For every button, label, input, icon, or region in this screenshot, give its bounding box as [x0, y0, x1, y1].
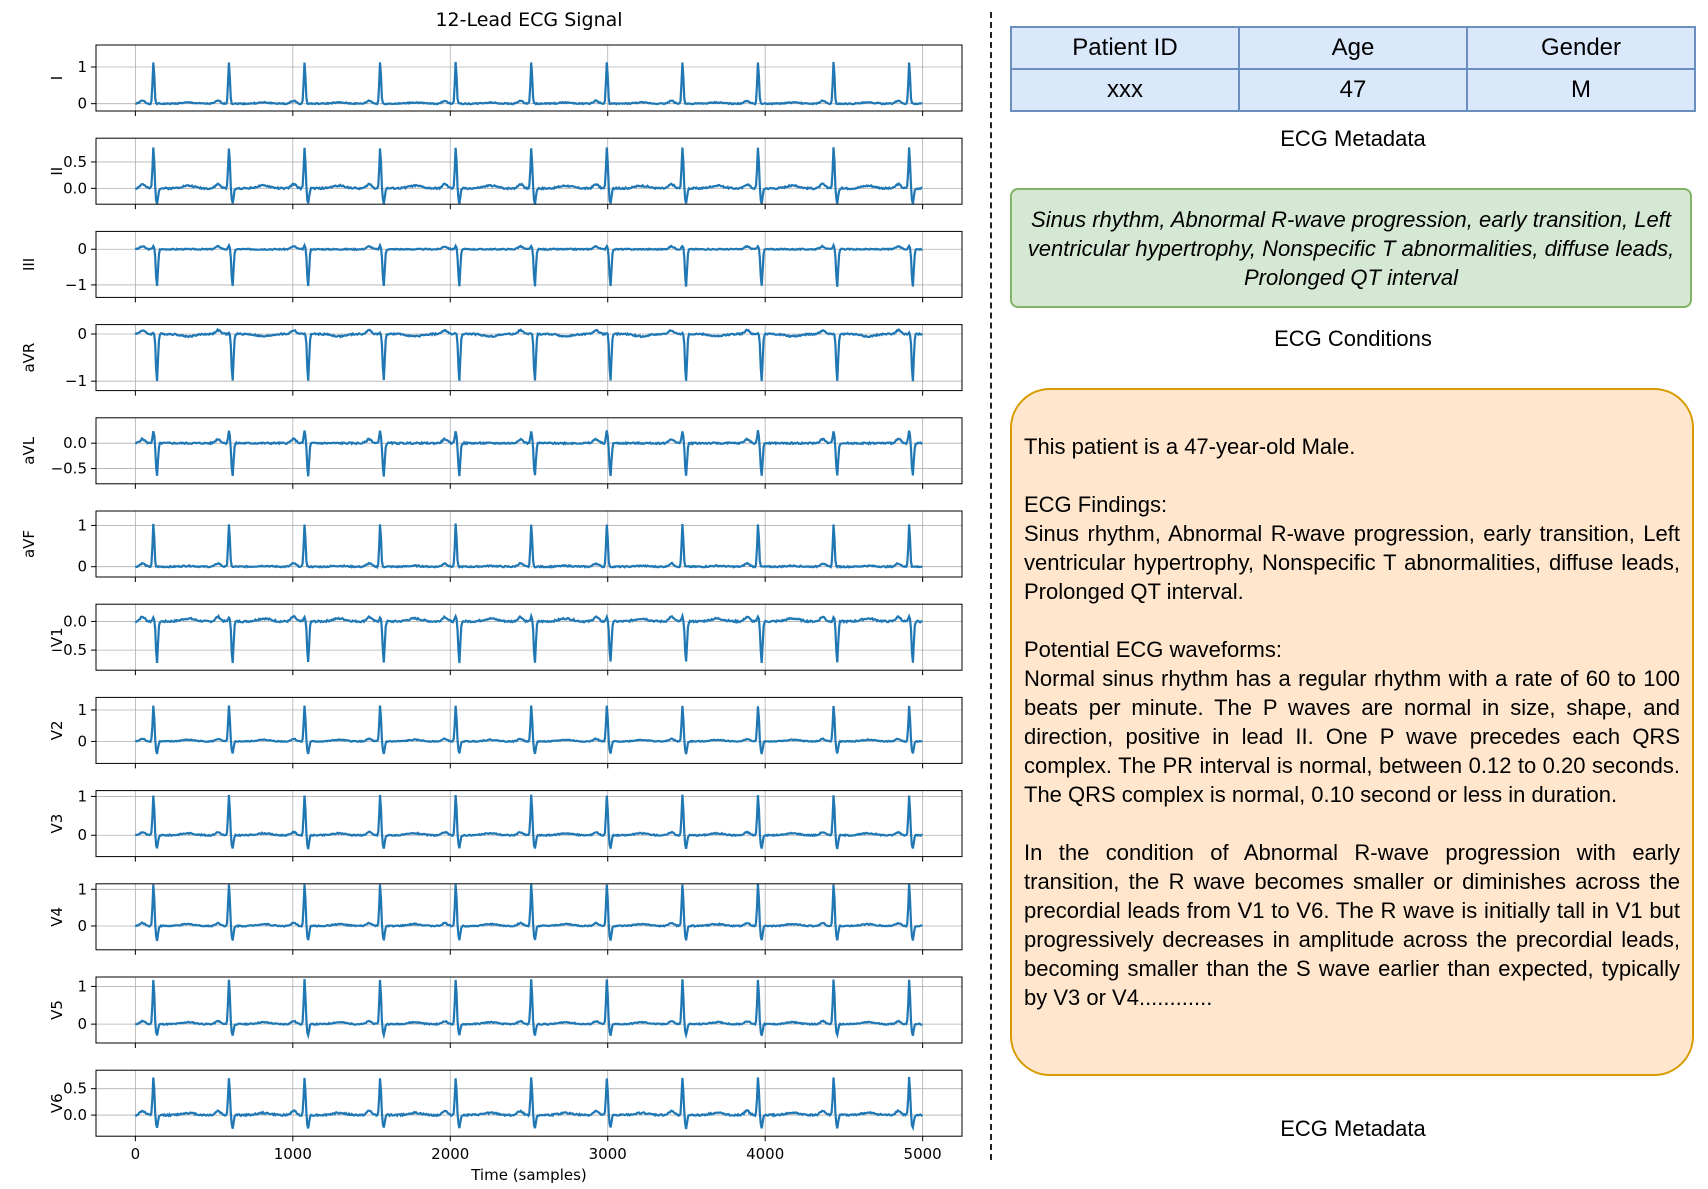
y-tick-label: 0	[77, 94, 87, 113]
ecg-trace-v2	[135, 706, 922, 755]
ecg-trace-v3	[135, 795, 922, 849]
lead-label-iii: III	[20, 257, 38, 272]
value-gender: M	[1467, 69, 1695, 111]
x-tick-label: 4000	[746, 1145, 785, 1164]
ecg-trace-avf	[135, 524, 922, 568]
chart-title: 12-Lead ECG Signal	[435, 9, 623, 31]
report-caption: ECG Metadata	[1280, 1116, 1426, 1141]
conditions-caption: ECG Conditions	[1274, 326, 1432, 351]
waveforms-text: Normal sinus rhythm has a regular rhythm with a rate of 60 to 100 beats per minute. The P waves are normal in size, shape, and direction, positive in lead II. One P wave precedes each QRS complex. The PR interval is normal, between 0.12 to 0.20 seconds. The QRS complex is normal, 0.10 second or less in duration.	[1024, 666, 1680, 807]
header-patient-id: Patient ID	[1011, 27, 1239, 69]
x-tick-label: 2000	[431, 1145, 470, 1164]
value-age: 47	[1239, 69, 1467, 111]
ecg-trace-avl	[135, 430, 922, 476]
y-tick-label: 0.0	[63, 612, 87, 631]
conditions-text: Sinus rhythm, Abnormal R-wave progression, early transition, Left ventricular hypertrophy, Nonspecific T abnormalities, diffuse leads, Prolonged QT interval	[1027, 206, 1675, 290]
y-tick-label: 0.0	[63, 1106, 87, 1125]
y-tick-label: −1	[64, 275, 87, 294]
findings-heading: ECG Findings:	[1024, 492, 1168, 517]
lead-label-v5: V5	[48, 1000, 66, 1020]
x-tick-label: 1000	[273, 1145, 312, 1164]
dashed-divider	[990, 12, 992, 1160]
y-tick-label: 0	[77, 732, 87, 751]
y-tick-label: 0	[77, 826, 87, 845]
y-tick-label: 1	[77, 977, 87, 996]
y-tick-label: 0.5	[63, 152, 87, 171]
lead-label-v2: V2	[48, 720, 66, 741]
y-tick-label: 1	[77, 516, 87, 535]
header-age: Age	[1239, 27, 1467, 69]
metadata-table	[1010, 26, 1696, 112]
y-tick-label: 1	[77, 880, 87, 899]
lead-label-i: I	[48, 75, 66, 81]
report-intro: This patient is a 47-year-old Male.	[1024, 434, 1356, 459]
lead-label-avr: aVR	[20, 342, 38, 373]
y-tick-label: 1	[77, 58, 87, 76]
ecg-trace-ii	[135, 147, 922, 204]
y-tick-label: 0.5	[63, 1079, 87, 1098]
ecg-trace-v5	[135, 979, 922, 1036]
y-tick-label: 0.0	[63, 179, 87, 198]
conditions-box	[1010, 188, 1692, 308]
x-tick-label: 3000	[588, 1145, 627, 1164]
lead-label-avl: aVL	[20, 436, 38, 465]
ecg-trace-avr	[135, 330, 922, 382]
y-tick-label: 0	[77, 1015, 87, 1034]
report-box	[1010, 388, 1694, 1076]
y-tick-label: −0.5	[50, 459, 87, 478]
y-tick-label: 0	[77, 240, 87, 259]
y-tick-label: 0.0	[63, 434, 87, 453]
waveforms-heading: Potential ECG waveforms:	[1024, 637, 1282, 662]
plot-frame	[96, 604, 962, 670]
plot-frame	[96, 231, 962, 297]
y-tick-label: 0	[77, 557, 87, 576]
lead-label-v3: V3	[48, 813, 66, 834]
x-tick-label: 0	[130, 1145, 141, 1164]
lead-label-v4: V4	[48, 906, 66, 927]
plot-frame	[96, 418, 962, 484]
lead-label-v1: V1	[48, 627, 66, 648]
y-tick-label: 1	[77, 700, 87, 719]
y-tick-label: −0.5	[50, 641, 87, 660]
y-tick-label: 1	[77, 787, 87, 806]
lead-label-ii: II	[48, 166, 66, 176]
ecg-trace-v1	[135, 616, 922, 663]
y-tick-label: 0	[77, 916, 87, 935]
ecg-trace-i	[135, 62, 922, 104]
value-patient-id: xxx	[1011, 69, 1239, 111]
ecg-trace-v4	[135, 884, 922, 941]
ecg-trace-v6	[135, 1077, 922, 1129]
ecg-trace-iii	[135, 245, 922, 286]
header-gender: Gender	[1467, 27, 1695, 69]
metadata-caption: ECG Metadata	[1280, 126, 1426, 151]
y-tick-label: 0	[77, 325, 87, 344]
lead-label-avf: aVF	[20, 529, 38, 559]
x-axis-label: Time (samples)	[471, 1166, 587, 1185]
findings-text: Sinus rhythm, Abnormal R-wave progression, early transition, Left ventricular hypertrophy, Nonspecific T abnormalities, diffuse leads, Prolonged QT interval.	[1024, 521, 1680, 604]
y-tick-label: −1	[64, 372, 87, 391]
x-tick-label: 5000	[903, 1145, 942, 1164]
lead-label-v6: V6	[48, 1093, 66, 1114]
condition-explanation: In the condition of Abnormal R-wave progression with early transition, the R wave becomes smaller or diminishes across the precordial leads from V1 to V6. The R wave is initially tall in V1 but progressively decreases in amplitude across the precordial leads, becoming smaller than the S wave earlier than expected, typically by V3 or V4............	[1024, 840, 1680, 1010]
